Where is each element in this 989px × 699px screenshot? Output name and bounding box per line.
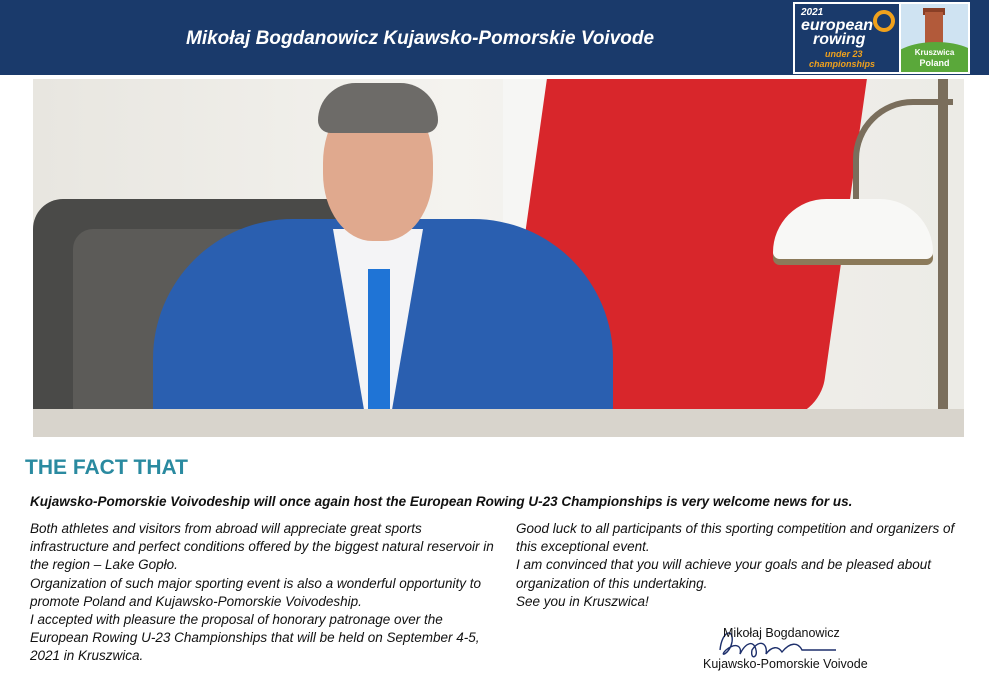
signature-name: Mikołaj Bogdanowicz	[723, 626, 840, 640]
logo-city: Kruszwica	[914, 48, 955, 57]
left-column	[30, 520, 500, 666]
right-column	[516, 520, 976, 611]
portrait-photo	[33, 79, 964, 437]
right-paragraph-2: I am convinced that you will achieve your goals and be pleased about organization of this undertaking.	[516, 557, 932, 591]
logo-under23: under 23	[825, 49, 863, 59]
rowing-ring-icon	[873, 10, 895, 32]
lead-paragraph: Kujawsko-Pomorskie Voivodeship will once again host the European Rowing U-23 Championships is very welcome news for us.	[30, 494, 853, 509]
section-heading: THE FACT THAT	[25, 456, 188, 479]
right-paragraph-1: Good luck to all participants of this sporting competition and organizers of this exceptional event.	[516, 521, 955, 555]
logo-town-panel	[901, 4, 968, 72]
desk	[33, 409, 964, 437]
logo-country: Poland	[919, 58, 950, 68]
page-title: Mikołaj Bogdanowicz Kujawsko-Pomorskie Voivode	[186, 28, 655, 49]
logo-championships: championships	[809, 59, 876, 69]
logo-rowing-panel	[795, 4, 899, 72]
person-hair	[318, 83, 438, 133]
championship-logo	[793, 2, 970, 74]
left-paragraph-1: Both athletes and visitors from abroad will appreciate great sports infrastructure and perfect conditions offered by the biggest natural reservoir in the region – Lake Gopło.	[30, 521, 494, 573]
left-paragraph-2: Organization of such major sporting event is also a wonderful opportunity to promote Poland and Kujawsko-Pomorskie Voivodeship.	[30, 575, 481, 609]
logo-year: 2021	[801, 7, 824, 18]
signature-title: Kujawsko-Pomorskie Voivode	[703, 657, 868, 671]
left-paragraph-3: I accepted with pleasure the proposal of honorary patronage over the European Rowing U-23 Championships that will be held on September 4-5, 2021 in Kruszwica.	[30, 612, 480, 664]
logo-rowing: rowing	[813, 31, 866, 48]
lamp-shade	[773, 199, 933, 259]
person-tie	[368, 269, 390, 429]
logo-european: european	[801, 17, 874, 34]
right-paragraph-3: See you in Kruszwica!	[516, 593, 649, 609]
